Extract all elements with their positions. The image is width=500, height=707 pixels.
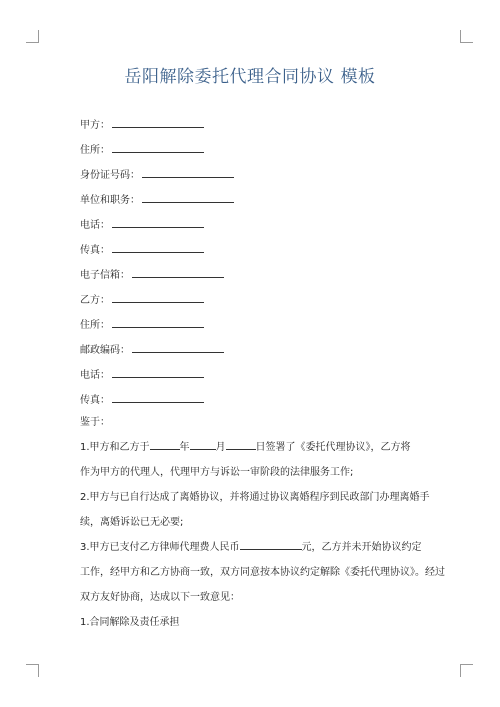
- field-label: 邮政编码：: [80, 345, 130, 356]
- blank-line[interactable]: [112, 241, 204, 253]
- blank-line[interactable]: [226, 438, 256, 450]
- field-label: 住所：: [80, 145, 110, 156]
- blank-line[interactable]: [112, 141, 204, 153]
- blank-line[interactable]: [150, 438, 180, 450]
- clause-text: 日签署了《委托代理协议》，乙方将: [255, 442, 411, 453]
- crop-mark-bottom-left: [26, 664, 39, 677]
- field-address-a: [80, 141, 204, 158]
- field-address-b: [80, 316, 204, 333]
- section-title: 1.合同解除及责任承担: [80, 617, 180, 628]
- clause-text: 2.甲方与已自行达成了离婚协议，并将通过协议离婚程序到民政部门办理离婚手: [80, 492, 430, 503]
- clause-text: 续，离婚诉讼已无必要;: [80, 517, 184, 528]
- section-heading: [80, 610, 440, 635]
- field-label: 传真：: [80, 395, 110, 406]
- field-id-number: [80, 166, 234, 183]
- clause-3: [80, 535, 445, 610]
- clause-text: 作为甲方的代理人，代理甲方与诉讼一审阶段的法律服务工作;: [80, 467, 354, 478]
- field-employer-position: [80, 191, 234, 208]
- blank-line[interactable]: [112, 291, 204, 303]
- field-fax-a: [80, 241, 204, 258]
- clause-text: 1.甲方和乙方于: [80, 442, 150, 453]
- field-phone-a: [80, 216, 204, 233]
- clause-1: [80, 435, 440, 485]
- field-label: 电子信箱：: [80, 270, 130, 281]
- blank-line[interactable]: [240, 538, 302, 550]
- blank-line[interactable]: [132, 266, 224, 278]
- field-label: 电话：: [80, 370, 110, 381]
- field-label: 电话：: [80, 220, 110, 231]
- field-label: 传真：: [80, 245, 110, 256]
- clause-text: 工作，经甲方和乙方协商一致，双方同意按本协议约定解除《委托代理协议》。经过: [80, 567, 445, 578]
- clause-text: 双方友好协商，达成以下一致意见：: [80, 592, 240, 603]
- field-phone-b: [80, 366, 204, 383]
- blank-line[interactable]: [190, 438, 216, 450]
- field-label: 甲方：: [80, 120, 110, 131]
- field-fax-b: [80, 391, 204, 408]
- whereas-heading: 鉴于：: [80, 417, 110, 428]
- field-postal-code: [80, 341, 224, 358]
- clause-text: 元，乙方并未开始协议约定: [301, 542, 422, 553]
- crop-mark-top-left: [26, 30, 39, 43]
- blank-line[interactable]: [132, 341, 224, 353]
- blank-line[interactable]: [112, 316, 204, 328]
- field-label: 乙方：: [80, 295, 110, 306]
- blank-line[interactable]: [142, 191, 234, 203]
- blank-line[interactable]: [112, 366, 204, 378]
- clause-2: [80, 485, 440, 535]
- clause-text: 月: [215, 442, 226, 453]
- blank-line[interactable]: [112, 391, 204, 403]
- crop-mark-bottom-right: [460, 664, 473, 677]
- field-label: 身份证号码：: [80, 170, 140, 181]
- document-title: 岳阳解除委托代理合同协议 模板: [124, 67, 376, 87]
- clause-text: 年: [179, 442, 190, 453]
- field-party-b: [80, 291, 204, 308]
- field-party-a: [80, 116, 204, 133]
- blank-line[interactable]: [112, 216, 204, 228]
- blank-line[interactable]: [112, 116, 204, 128]
- field-label: 单位和职务：: [80, 195, 140, 206]
- crop-mark-top-right: [460, 30, 473, 43]
- blank-line[interactable]: [142, 166, 234, 178]
- clause-text: 3.甲方已支付乙方律师代理费人民币: [80, 542, 240, 553]
- field-email: [80, 266, 224, 283]
- field-label: 住所：: [80, 320, 110, 331]
